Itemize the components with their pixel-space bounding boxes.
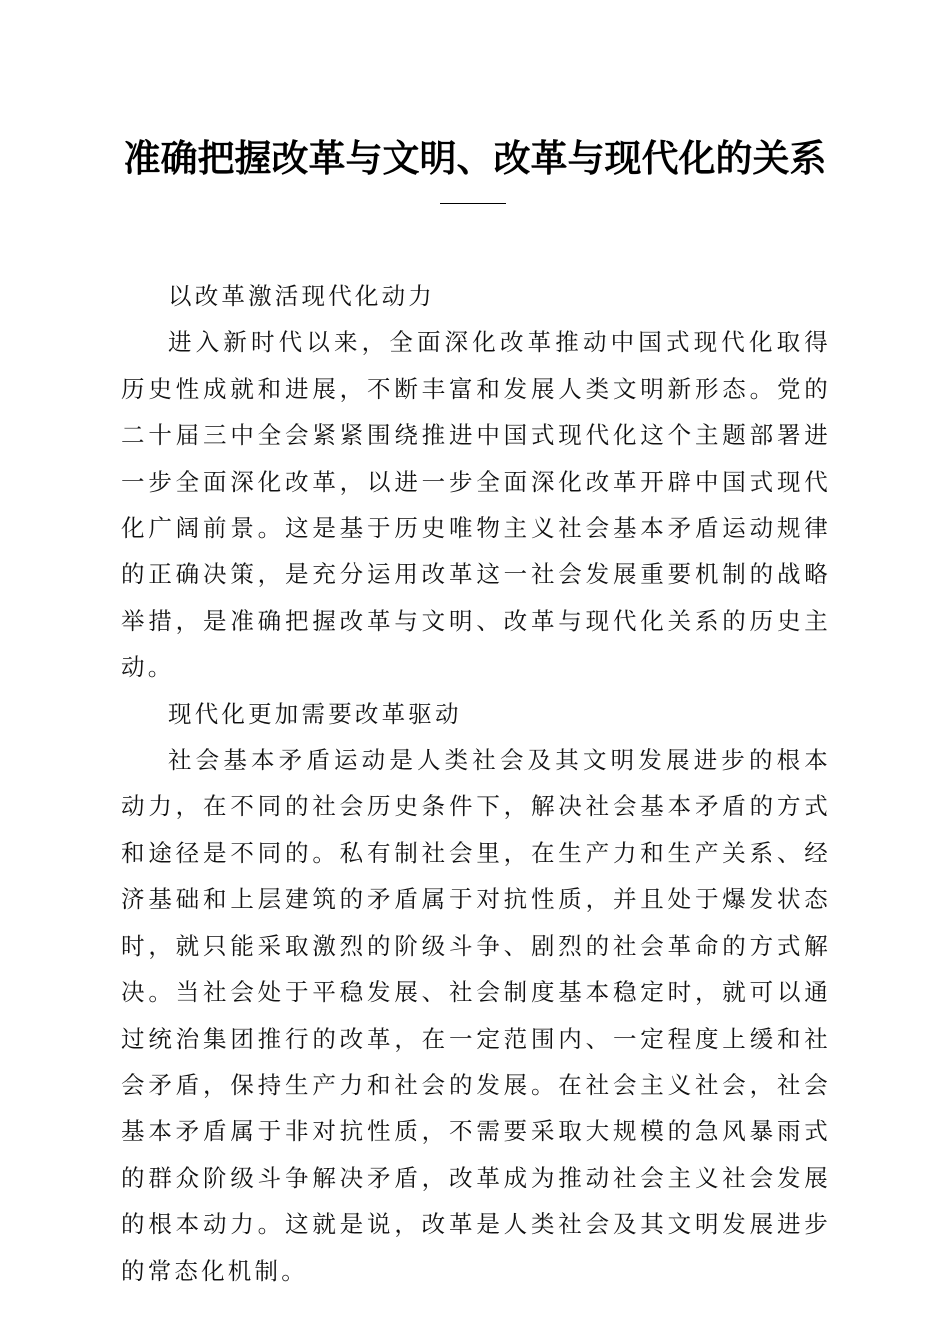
title-divider [440, 203, 506, 204]
paragraph-1: 进入新时代以来，全面深化改革推动中国式现代化取得历史性成就和进展，不断丰富和发展人类文明新形态。党的二十届三中全会紧紧围绕推进中国式现代化这个主题部署进一步全面深化改革，以进一步全面深化改革开辟中国式现代化广阔前景。这是基于历史唯物主义社会基本矛盾运动规律的正确决策，是充分运用改革这一社会发展重要机制的战略举措，是准确把握改革与文明、改革与现代化关系的历史主动。 [121, 328, 831, 682]
section-heading-1: 以改革激活现代化动力 [168, 282, 435, 310]
document-title: 准确把握改革与文明、改革与现代化的关系 [123, 136, 827, 180]
document-body [121, 273, 831, 1294]
paragraph-2: 社会基本矛盾运动是人类社会及其文明发展进步的根本动力，在不同的社会历史条件下，解决社会基本矛盾的方式和途径是不同的。私有制社会里，在生产力和生产关系、经济基础和上层建筑的矛盾属于对抗性质，并且处于爆发状态时，就只能采取激烈的阶级斗争、剧烈的社会革命的方式解决。当社会处于平稳发展、社会制度基本稳定时，就可以通过统治集团推行的改革，在一定范围内、一定程度上缓和社会矛盾，保持生产力和社会的发展。在社会主义社会，社会基本矛盾属于非对抗性质，不需要采取大规模的急风暴雨式的群众阶级斗争解决矛盾，改革成为推动社会主义社会发展的根本动力。这就是说，改革是人类社会及其文明发展进步的常态化机制。 [121, 746, 831, 1285]
section-heading-2: 现代化更加需要改革驱动 [168, 699, 462, 728]
